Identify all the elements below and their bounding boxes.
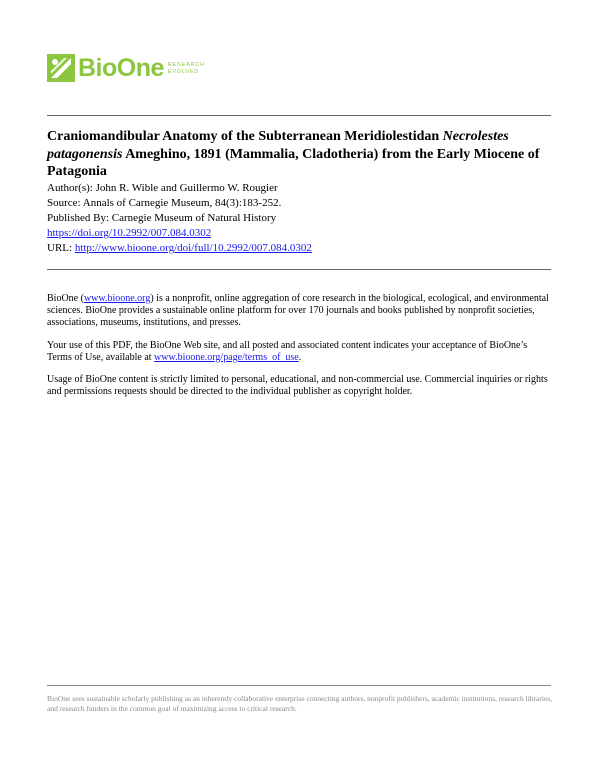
article-metadata bbox=[47, 181, 551, 256]
terms-text-end: . bbox=[298, 351, 302, 363]
terms-paragraph bbox=[47, 340, 552, 364]
about-text-end: ) is a nonprofit, online aggregation of core research in the biological, ecological, and environmental sciences. BioOne provides a sustainable online platform for over 170 journals and books published by nonprofit societies, associations, museums, institutions, and presses. bbox=[47, 293, 549, 329]
bioone-leaf-icon bbox=[47, 54, 75, 82]
middle-divider bbox=[47, 269, 551, 270]
about-text-start: BioOne ( bbox=[47, 293, 84, 304]
logo-wordmark: BioOne bbox=[78, 53, 164, 82]
footer-divider bbox=[47, 685, 551, 686]
title-species: Necrolestes patagonensis bbox=[47, 129, 509, 162]
authors-line: Author(s): John R. Wible and Guillermo W. Rougier bbox=[47, 182, 278, 194]
notice-body bbox=[47, 293, 552, 408]
terms-text-start: Your use of this PDF, the BioOne Web site, and all posted and associated content indicates your acceptance of BioOne’s Terms of Use, available at bbox=[47, 339, 528, 363]
article-title bbox=[47, 128, 557, 181]
logo-tagline bbox=[168, 62, 205, 77]
doi-line bbox=[47, 226, 551, 241]
footer-statement: BioOne sees sustainable scholarly publishing as an inherently collaborative enterprise connecting authors, nonprofit publishers, academic institutions, research libraries, and research funders in the common goal of maximizing access to critical research. bbox=[47, 694, 553, 713]
source-line: Source: Annals of Carnegie Museum, 84(3):183-252. bbox=[47, 197, 282, 209]
url-label: URL: bbox=[47, 242, 75, 254]
terms-of-use-link[interactable]: www.bioone.org/page/terms_of_use bbox=[154, 351, 299, 363]
doi-link[interactable]: https://doi.org/10.2992/007.084.0302 bbox=[47, 227, 212, 239]
title-part1: Craniomandibular Anatomy of the Subterranean Meridiolestidan bbox=[47, 129, 443, 144]
top-divider bbox=[47, 115, 551, 116]
title-part2: Ameghino, 1891 (Mammalia, Cladotheria) from the Early Miocene of Patagonia bbox=[47, 146, 540, 179]
logo-tagline-line1: RESEARCH bbox=[167, 61, 205, 68]
usage-paragraph: Usage of BioOne content is strictly limited to personal, educational, and non-commercial use. Commercial inquiries or rights and permissions requests should be directed to the individual publisher as copyright holder. bbox=[47, 374, 548, 398]
article-url-link[interactable]: http://www.bioone.org/doi/full/10.2992/007.084.0302 bbox=[74, 242, 312, 254]
bioone-logo[interactable] bbox=[47, 54, 205, 82]
logo-tagline-line2: EVOLVED bbox=[167, 69, 200, 75]
about-paragraph bbox=[47, 293, 552, 330]
publisher-line: Published By: Carnegie Museum of Natural History bbox=[47, 212, 277, 224]
url-line bbox=[47, 241, 551, 256]
bioone-home-link[interactable]: www.bioone.org bbox=[83, 293, 151, 304]
